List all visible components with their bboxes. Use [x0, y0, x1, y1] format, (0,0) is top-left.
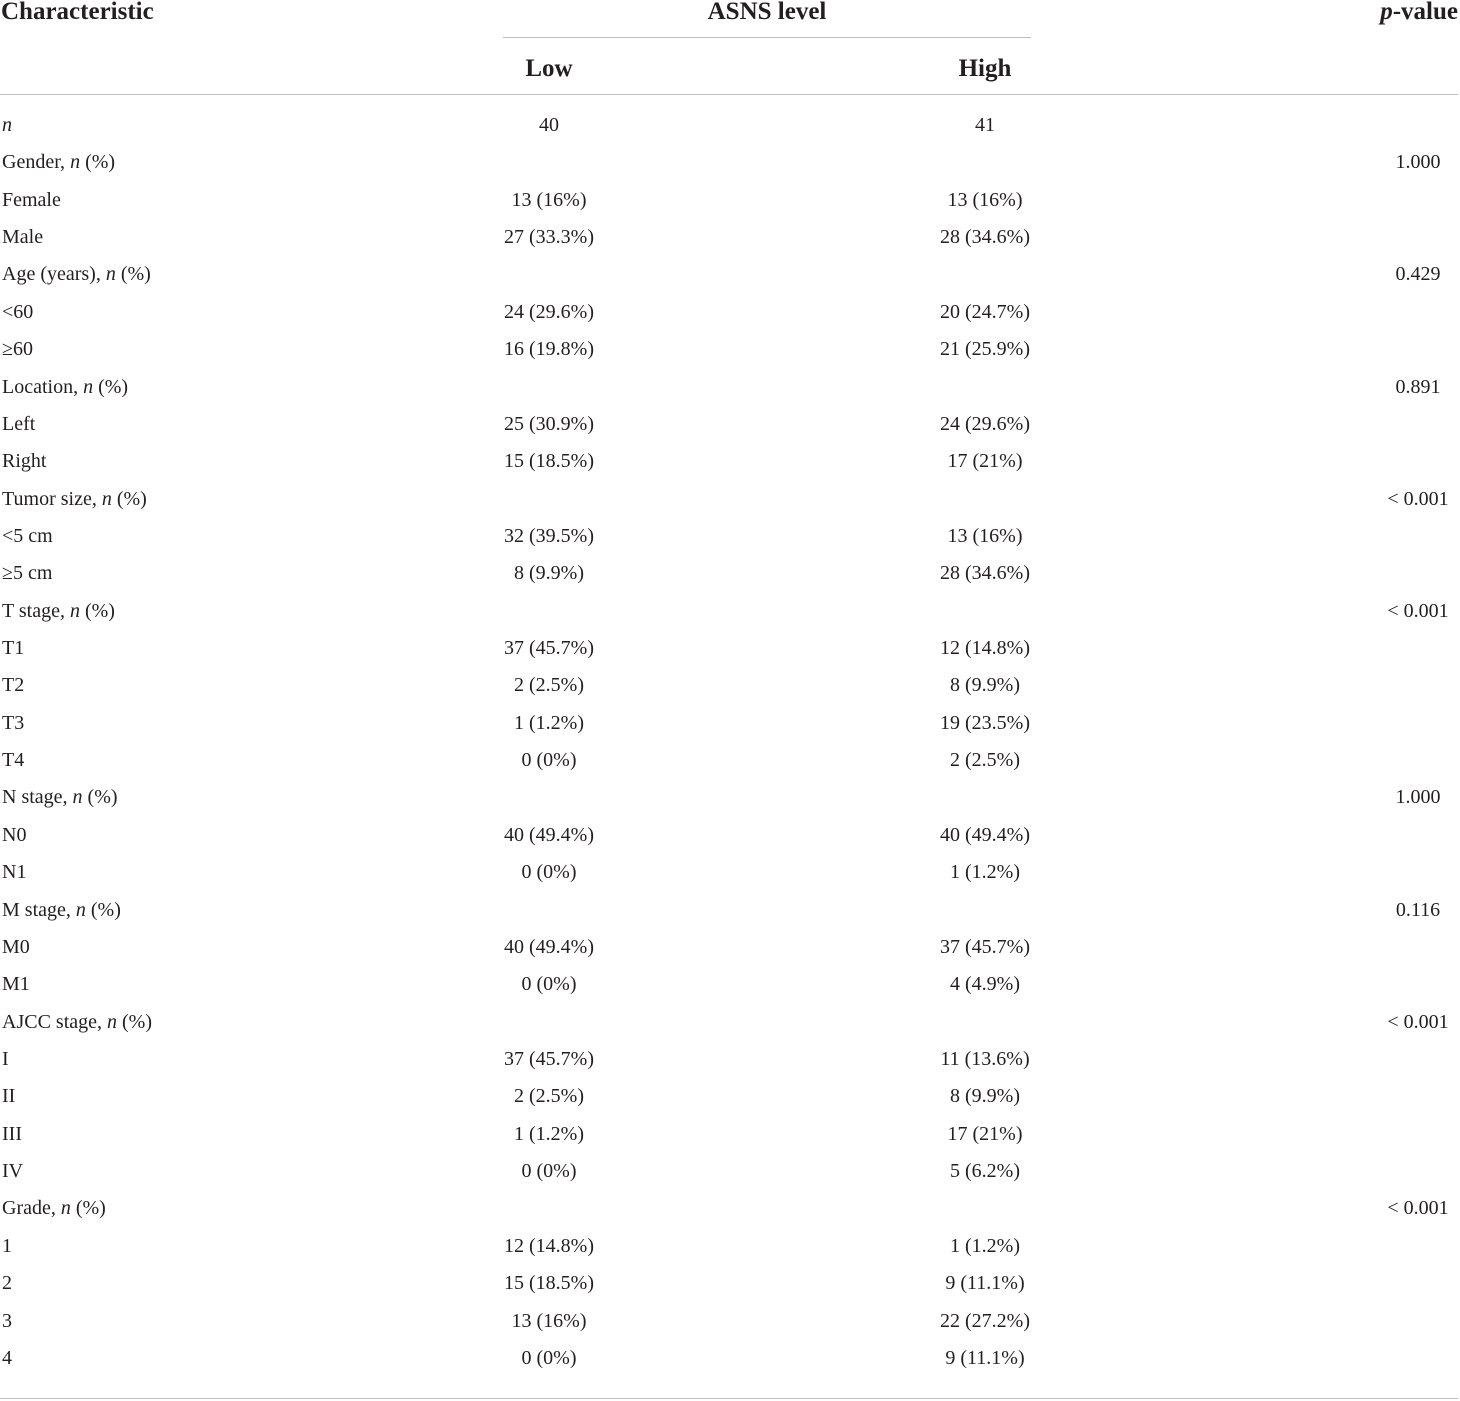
row-label-it: n: [101, 487, 112, 510]
cell-low: 1 (1.2%): [514, 1122, 584, 1145]
cell-high: 21 (25.9%): [940, 338, 1030, 361]
row-label: [2, 182, 61, 219]
row-label-pre: T1: [2, 637, 25, 660]
header-p-italic: p: [1380, 0, 1393, 25]
row-label: [2, 1228, 12, 1265]
table-row: [0, 1153, 1460, 1190]
row-label: [2, 817, 26, 854]
row-label: [2, 107, 12, 144]
row-label-pre: ≥60: [2, 338, 33, 361]
row-label-pre: T stage,: [2, 599, 70, 622]
row-label: [2, 294, 33, 331]
row-label-pre: M0: [2, 935, 30, 958]
row-label: [2, 256, 151, 293]
row-label: [2, 705, 24, 742]
cell-low: 13 (16%): [511, 188, 587, 211]
table-row: [0, 1041, 1460, 1078]
cell-low: 0 (0%): [521, 861, 577, 884]
row-label: [2, 1041, 9, 1078]
cell-low: 40: [539, 114, 559, 136]
row-label-pre: T2: [2, 674, 25, 697]
row-label-pre: <60: [2, 300, 34, 323]
row-label: [2, 966, 30, 1003]
table-row: [0, 518, 1460, 555]
table-row: [0, 817, 1460, 854]
cell-low: 40 (49.4%): [504, 935, 594, 958]
row-label-pre: II: [2, 1085, 16, 1108]
header-asns-level: ASNS level: [707, 0, 827, 25]
row-label-it: n: [72, 786, 83, 809]
table-row: [0, 742, 1460, 779]
table-row: [0, 144, 1460, 181]
cell-low: 37 (45.7%): [504, 1047, 594, 1070]
cell-high: 13 (16%): [947, 524, 1023, 547]
row-label-pre: N stage,: [2, 786, 73, 809]
row-label: [2, 1116, 22, 1153]
cell-high: 1 (1.2%): [950, 861, 1020, 884]
row-label: [2, 443, 46, 480]
row-label: [2, 555, 52, 592]
cell-low: 12 (14.8%): [504, 1234, 594, 1257]
row-label-pre: 2: [2, 1272, 12, 1295]
header-low: Low: [525, 55, 573, 82]
cell-low: 32 (39.5%): [504, 524, 594, 547]
table-row: [0, 369, 1460, 406]
cell-p-value: 1.000: [1395, 151, 1441, 174]
cell-low: 2 (2.5%): [514, 1085, 584, 1108]
row-label-post: (%): [115, 263, 151, 286]
cell-p-value: < 0.001: [1387, 487, 1449, 510]
table-row: [0, 555, 1460, 592]
row-label: [2, 1340, 12, 1377]
row-label: [2, 219, 43, 256]
table-row: [0, 481, 1460, 518]
cell-low: 16 (19.8%): [504, 338, 594, 361]
cell-high: 11 (13.6%): [940, 1047, 1030, 1070]
row-label-it: n: [83, 375, 94, 398]
table-body: [0, 107, 1460, 1377]
row-label-pre: N1: [2, 861, 27, 884]
table-row: [0, 1228, 1460, 1265]
table-row: [0, 1190, 1460, 1227]
cell-p-value: < 0.001: [1387, 599, 1449, 622]
row-label-pre: Age (years),: [2, 263, 106, 286]
row-label-post: (%): [79, 599, 115, 622]
cell-p-value: 0.116: [1395, 898, 1441, 921]
row-label-pre: Grade,: [2, 1197, 61, 1220]
row-label-pre: ≥5 cm: [2, 562, 53, 585]
row-label-it: n: [69, 599, 80, 622]
row-label-pre: III: [2, 1122, 22, 1145]
cell-high: 17 (21%): [947, 1122, 1023, 1145]
cell-high: 4 (4.9%): [950, 973, 1020, 996]
cell-high: 17 (21%): [947, 450, 1023, 473]
row-label-pre: M stage,: [2, 898, 76, 921]
table-row: [0, 1340, 1460, 1377]
cell-low: 0 (0%): [521, 749, 577, 772]
row-label-pre: I: [2, 1047, 9, 1070]
cell-low: 0 (0%): [521, 973, 577, 996]
row-label: [2, 892, 121, 929]
cell-p-value: 1.000: [1395, 786, 1441, 809]
header-bottom-rule: [0, 94, 1458, 95]
cell-high: 13 (16%): [947, 188, 1023, 211]
row-label-pre: Right: [2, 450, 47, 473]
header-p-rest: -value: [1392, 0, 1458, 25]
cell-p-value: < 0.001: [1387, 1197, 1449, 1220]
cell-high: 40 (49.4%): [940, 823, 1030, 846]
cell-high: 9 (11.1%): [945, 1346, 1025, 1369]
row-label-pre: Male: [2, 226, 44, 249]
row-label-pre: IV: [2, 1160, 24, 1183]
cell-high: 1 (1.2%): [950, 1234, 1020, 1257]
cell-high: 12 (14.8%): [940, 637, 1030, 660]
cell-low: 37 (45.7%): [504, 637, 594, 660]
row-label-pre: M1: [2, 973, 30, 996]
row-label: [2, 406, 35, 443]
cell-high: 8 (9.9%): [950, 1085, 1020, 1108]
table-bottom-rule: [0, 1398, 1458, 1399]
cell-low: 8 (9.9%): [514, 562, 584, 585]
row-label-it: n: [107, 1010, 117, 1033]
table-row: [0, 331, 1460, 368]
table-row: [0, 406, 1460, 443]
row-label: [2, 1265, 12, 1302]
cell-high: 28 (34.6%): [940, 562, 1030, 585]
table-row: [0, 667, 1460, 704]
table-row: [0, 1303, 1460, 1340]
cell-low: 13 (16%): [511, 1309, 587, 1332]
row-label: [2, 929, 30, 966]
row-label-it: n: [70, 151, 81, 174]
header-high: High: [958, 55, 1012, 82]
row-label: [2, 1303, 12, 1340]
row-label-pre: Female: [2, 188, 61, 211]
row-label-pre: Gender,: [2, 151, 71, 174]
table-row: [0, 294, 1460, 331]
row-label-it: n: [60, 1197, 71, 1220]
table-row: [0, 219, 1460, 256]
row-label-post: (%): [82, 786, 118, 809]
cell-high: 5 (6.2%): [950, 1160, 1020, 1183]
row-label: [2, 144, 115, 181]
row-label: [2, 593, 115, 630]
table-row: [0, 443, 1460, 480]
row-label-it: n: [105, 263, 116, 286]
row-label: [2, 742, 24, 779]
cell-high: 9 (11.1%): [945, 1272, 1025, 1295]
cell-high: 28 (34.6%): [940, 226, 1030, 249]
cell-high: 24 (29.6%): [940, 412, 1030, 435]
group-header-rule: [503, 37, 1031, 38]
cell-p-value: < 0.001: [1387, 1010, 1449, 1033]
cell-high: 20 (24.7%): [940, 300, 1030, 323]
cell-low: 27 (33.3%): [504, 226, 594, 249]
cell-high: 2 (2.5%): [950, 749, 1020, 772]
row-label-pre: T4: [2, 749, 25, 772]
table-row: [0, 966, 1460, 1003]
row-label-pre: Location,: [2, 375, 84, 398]
row-label-post: (%): [111, 487, 147, 510]
row-label-pre: 4: [2, 1346, 12, 1369]
table-row: [0, 779, 1460, 816]
table-row: [0, 182, 1460, 219]
row-label: [2, 481, 147, 518]
cell-high: 19 (23.5%): [940, 711, 1030, 734]
cell-low: 25 (30.9%): [504, 412, 594, 435]
cell-low: 24 (29.6%): [504, 300, 594, 323]
row-label: [2, 1078, 15, 1115]
row-label-pre: <5 cm: [2, 524, 53, 547]
cell-low: 0 (0%): [521, 1346, 577, 1369]
row-label-post: (%): [117, 1010, 152, 1033]
row-label: [2, 779, 118, 816]
table-row: [0, 630, 1460, 667]
cell-p-value: 0.891: [1395, 375, 1441, 398]
table-row: [0, 1265, 1460, 1302]
row-label: [2, 331, 33, 368]
row-label: [2, 1004, 152, 1041]
row-label-pre: N0: [2, 823, 27, 846]
cell-high: 22 (27.2%): [940, 1309, 1030, 1332]
row-label-post: (%): [93, 375, 129, 398]
row-label: [2, 667, 24, 704]
row-label-post: (%): [80, 151, 116, 174]
table-row: [0, 1078, 1460, 1115]
cell-p-value: 0.429: [1395, 263, 1441, 286]
table-row: [0, 1116, 1460, 1153]
header-characteristic: Characteristic: [1, 0, 154, 25]
header-p-value: [1380, 0, 1458, 27]
cell-low: 1 (1.2%): [514, 711, 584, 734]
row-label-post: (%): [85, 898, 121, 921]
row-label-pre: Left: [2, 412, 36, 435]
row-label-post: (%): [70, 1197, 106, 1220]
table-row: [0, 107, 1460, 144]
row-label: [2, 1153, 23, 1190]
row-label: [2, 630, 24, 667]
cell-low: 0 (0%): [521, 1160, 577, 1183]
row-label: [2, 518, 53, 555]
row-label-pre: 1: [2, 1234, 12, 1257]
table-row: [0, 892, 1460, 929]
cell-low: 2 (2.5%): [514, 674, 584, 697]
row-label: [2, 369, 128, 406]
row-label-it: n: [2, 114, 12, 136]
table-row: [0, 705, 1460, 742]
cell-high: 37 (45.7%): [940, 935, 1030, 958]
cell-high: 8 (9.9%): [950, 674, 1020, 697]
table-row: [0, 256, 1460, 293]
table-row: [0, 854, 1460, 891]
row-label-it: n: [75, 898, 86, 921]
row-label-pre: Tumor size,: [2, 487, 102, 510]
row-label: [2, 1190, 106, 1227]
cell-low: 15 (18.5%): [504, 1272, 594, 1295]
row-label-pre: T3: [2, 711, 25, 734]
table-row: [0, 1004, 1460, 1041]
cell-high: 41: [975, 114, 995, 136]
cell-low: 15 (18.5%): [504, 450, 594, 473]
table-row: [0, 593, 1460, 630]
row-label-pre: 3: [2, 1309, 12, 1332]
row-label: [2, 854, 26, 891]
table-row: [0, 929, 1460, 966]
row-label-pre: AJCC stage,: [2, 1010, 107, 1033]
cell-low: 40 (49.4%): [504, 823, 594, 846]
